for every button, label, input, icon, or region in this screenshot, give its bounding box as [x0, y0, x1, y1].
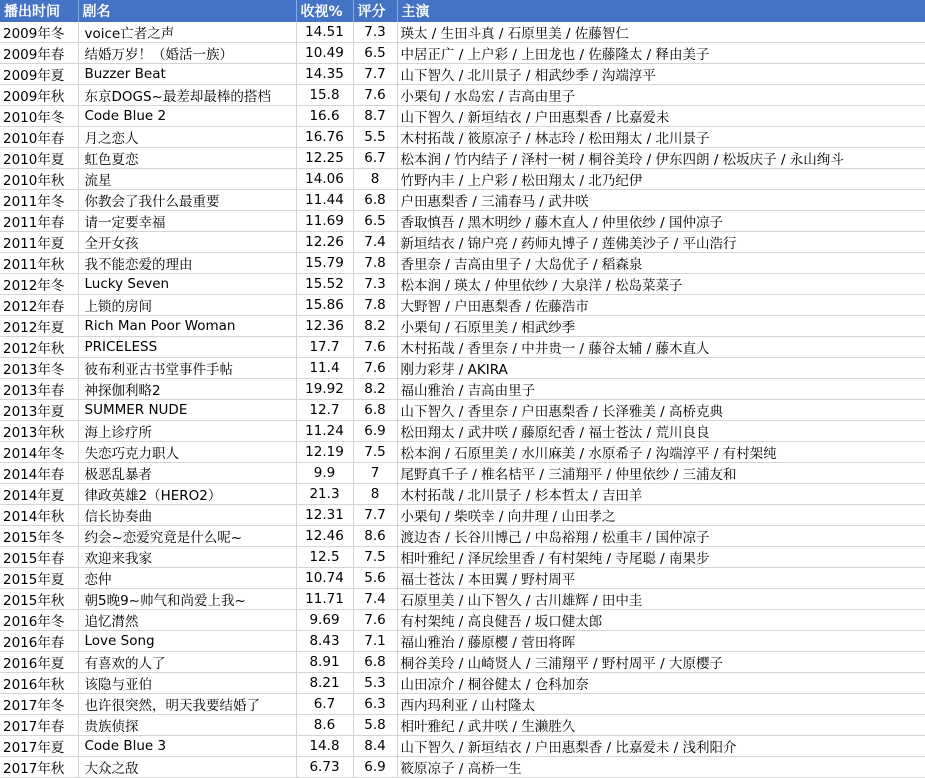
title-cell[interactable]: 约会~恋爱究竟是什么呢~: [78, 526, 296, 547]
title-cell[interactable]: 我不能恋爱的理由: [78, 253, 296, 274]
score-cell[interactable]: 6.5: [353, 43, 397, 64]
table-row[interactable]: [0, 694, 925, 715]
title-cell[interactable]: voice亡者之声: [78, 22, 296, 43]
table-row[interactable]: [0, 64, 925, 85]
title-cell[interactable]: 恋仲: [78, 568, 296, 589]
air-time-cell[interactable]: 2013年春: [0, 379, 78, 400]
table-row[interactable]: [0, 43, 925, 64]
title-cell[interactable]: SUMMER NUDE: [78, 400, 296, 421]
table-row[interactable]: [0, 505, 925, 526]
title-cell[interactable]: Rich Man Poor Woman: [78, 316, 296, 337]
title-cell[interactable]: 大众之敌: [78, 757, 296, 778]
rating-cell[interactable]: 12.31: [296, 505, 353, 526]
air-time-cell[interactable]: 2012年冬: [0, 274, 78, 295]
title-cell[interactable]: 追忆潸然: [78, 610, 296, 631]
score-cell[interactable]: 6.3: [353, 694, 397, 715]
table-row[interactable]: [0, 232, 925, 253]
cast-cell[interactable]: 福山雅治 / 吉高由里子: [397, 379, 925, 400]
table-row[interactable]: [0, 484, 925, 505]
score-cell[interactable]: 7.6: [353, 337, 397, 358]
score-cell[interactable]: 6.5: [353, 211, 397, 232]
score-cell[interactable]: 8.6: [353, 526, 397, 547]
score-cell[interactable]: 5.3: [353, 673, 397, 694]
header-score[interactable]: 评分: [353, 0, 397, 22]
title-cell[interactable]: 东京DOGS~最差却最棒的搭档: [78, 85, 296, 106]
score-cell[interactable]: 7.4: [353, 232, 397, 253]
header-air-time[interactable]: 播出时间: [0, 0, 78, 22]
air-time-cell[interactable]: 2014年冬: [0, 442, 78, 463]
air-time-cell[interactable]: 2015年冬: [0, 526, 78, 547]
title-cell[interactable]: Lucky Seven: [78, 274, 296, 295]
score-cell[interactable]: 6.8: [353, 190, 397, 211]
rating-cell[interactable]: 11.24: [296, 421, 353, 442]
cast-cell[interactable]: 小栗旬 / 水岛宏 / 吉高由里子: [397, 85, 925, 106]
title-cell[interactable]: 朝5晚9~帅气和尚爱上我~: [78, 589, 296, 610]
table-row[interactable]: [0, 169, 925, 190]
air-time-cell[interactable]: 2016年春: [0, 631, 78, 652]
score-cell[interactable]: 8: [353, 484, 397, 505]
title-cell[interactable]: 虹色夏恋: [78, 148, 296, 169]
title-cell[interactable]: 请一定要幸福: [78, 211, 296, 232]
table-row[interactable]: [0, 295, 925, 316]
table-row[interactable]: [0, 631, 925, 652]
score-cell[interactable]: 6.9: [353, 757, 397, 778]
air-time-cell[interactable]: 2015年春: [0, 547, 78, 568]
table-row[interactable]: [0, 442, 925, 463]
title-cell[interactable]: PRICELESS: [78, 337, 296, 358]
cast-cell[interactable]: 相叶雅纪 / 武井咲 / 生濑胜久: [397, 715, 925, 736]
air-time-cell[interactable]: 2011年夏: [0, 232, 78, 253]
title-cell[interactable]: 极恶乱暴者: [78, 463, 296, 484]
score-cell[interactable]: 6.8: [353, 652, 397, 673]
rating-cell[interactable]: 12.46: [296, 526, 353, 547]
title-cell[interactable]: 该隐与亚伯: [78, 673, 296, 694]
cast-cell[interactable]: 山田凉介 / 桐谷健太 / 仓科加奈: [397, 673, 925, 694]
score-cell[interactable]: 7.4: [353, 589, 397, 610]
rating-cell[interactable]: 21.3: [296, 484, 353, 505]
rating-cell[interactable]: 11.4: [296, 358, 353, 379]
air-time-cell[interactable]: 2009年冬: [0, 22, 78, 43]
header-cast[interactable]: 主演: [397, 0, 925, 22]
table-row[interactable]: [0, 358, 925, 379]
air-time-cell[interactable]: 2016年秋: [0, 673, 78, 694]
score-cell[interactable]: 6.7: [353, 148, 397, 169]
cast-cell[interactable]: 大野智 / 户田惠梨香 / 佐藤浩市: [397, 295, 925, 316]
score-cell[interactable]: 7.3: [353, 22, 397, 43]
title-cell[interactable]: 上锁的房间: [78, 295, 296, 316]
cast-cell[interactable]: 香里奈 / 吉高由里子 / 大岛优子 / 稻森泉: [397, 253, 925, 274]
table-row[interactable]: [0, 757, 925, 778]
rating-cell[interactable]: 14.06: [296, 169, 353, 190]
rating-cell[interactable]: 8.6: [296, 715, 353, 736]
score-cell[interactable]: 6.8: [353, 400, 397, 421]
rating-cell[interactable]: 9.69: [296, 610, 353, 631]
table-row[interactable]: [0, 652, 925, 673]
cast-cell[interactable]: 相叶雅纪 / 泽尻绘里香 / 有村架纯 / 寺尾聪 / 南果步: [397, 547, 925, 568]
table-row[interactable]: [0, 253, 925, 274]
air-time-cell[interactable]: 2014年春: [0, 463, 78, 484]
score-cell[interactable]: 7.3: [353, 274, 397, 295]
rating-cell[interactable]: 16.76: [296, 127, 353, 148]
title-cell[interactable]: 流星: [78, 169, 296, 190]
air-time-cell[interactable]: 2009年春: [0, 43, 78, 64]
air-time-cell[interactable]: 2017年夏: [0, 736, 78, 757]
rating-cell[interactable]: 11.71: [296, 589, 353, 610]
score-cell[interactable]: 5.5: [353, 127, 397, 148]
table-row[interactable]: [0, 400, 925, 421]
rating-cell[interactable]: 17.7: [296, 337, 353, 358]
air-time-cell[interactable]: 2013年冬: [0, 358, 78, 379]
cast-cell[interactable]: 筱原凉子 / 高桥一生: [397, 757, 925, 778]
air-time-cell[interactable]: 2014年秋: [0, 505, 78, 526]
score-cell[interactable]: 7.6: [353, 610, 397, 631]
cast-cell[interactable]: 小栗旬 / 石原里美 / 相武纱季: [397, 316, 925, 337]
air-time-cell[interactable]: 2012年夏: [0, 316, 78, 337]
rating-cell[interactable]: 11.69: [296, 211, 353, 232]
rating-cell[interactable]: 12.19: [296, 442, 353, 463]
rating-cell[interactable]: 15.79: [296, 253, 353, 274]
table-row[interactable]: [0, 673, 925, 694]
rating-cell[interactable]: 12.26: [296, 232, 353, 253]
cast-cell[interactable]: 福士苍汰 / 本田翼 / 野村周平: [397, 568, 925, 589]
header-row: [0, 0, 925, 22]
score-cell[interactable]: 8.2: [353, 316, 397, 337]
table-row[interactable]: [0, 379, 925, 400]
rating-cell[interactable]: 8.91: [296, 652, 353, 673]
score-cell[interactable]: 7.5: [353, 442, 397, 463]
table-row[interactable]: [0, 610, 925, 631]
cast-cell[interactable]: 新垣结衣 / 锦户亮 / 药师丸博子 / 莲佛美沙子 / 平山浩行: [397, 232, 925, 253]
score-cell[interactable]: 7.8: [353, 295, 397, 316]
rating-cell[interactable]: 15.8: [296, 85, 353, 106]
score-cell[interactable]: 7.5: [353, 547, 397, 568]
air-time-cell[interactable]: 2013年夏: [0, 400, 78, 421]
air-time-cell[interactable]: 2011年冬: [0, 190, 78, 211]
title-cell[interactable]: Love Song: [78, 631, 296, 652]
title-cell[interactable]: 你教会了我什么最重要: [78, 190, 296, 211]
table-row[interactable]: [0, 568, 925, 589]
title-cell[interactable]: 律政英雄2（HERO2）: [78, 484, 296, 505]
rating-cell[interactable]: 12.7: [296, 400, 353, 421]
rating-cell[interactable]: 12.36: [296, 316, 353, 337]
table-row[interactable]: [0, 274, 925, 295]
cast-cell[interactable]: 山下智久 / 北川景子 / 相武纱季 / 沟端淳平: [397, 64, 925, 85]
air-time-cell[interactable]: 2016年冬: [0, 610, 78, 631]
air-time-cell[interactable]: 2012年秋: [0, 337, 78, 358]
cast-cell[interactable]: 松田翔太 / 武井咲 / 藤原纪香 / 福士苍汰 / 荒川良良: [397, 421, 925, 442]
score-cell[interactable]: 6.9: [353, 421, 397, 442]
table-row[interactable]: [0, 127, 925, 148]
air-time-cell[interactable]: 2014年夏: [0, 484, 78, 505]
cast-cell[interactable]: 桐谷美玲 / 山崎贤人 / 三浦翔平 / 野村周平 / 大原樱子: [397, 652, 925, 673]
rating-cell[interactable]: 12.25: [296, 148, 353, 169]
score-cell[interactable]: 5.6: [353, 568, 397, 589]
score-cell[interactable]: 7.6: [353, 358, 397, 379]
cast-cell[interactable]: 瑛太 / 生田斗真 / 石原里美 / 佐藤智仁: [397, 22, 925, 43]
title-cell[interactable]: 全开女孩: [78, 232, 296, 253]
score-cell[interactable]: 5.8: [353, 715, 397, 736]
header-title[interactable]: 剧名: [78, 0, 296, 22]
air-time-cell[interactable]: 2017年春: [0, 715, 78, 736]
cast-cell[interactable]: 山下智久 / 香里奈 / 户田惠梨香 / 长泽雅美 / 高桥克典: [397, 400, 925, 421]
rating-cell[interactable]: 19.92: [296, 379, 353, 400]
air-time-cell[interactable]: 2010年夏: [0, 148, 78, 169]
cast-cell[interactable]: 木村拓哉 / 香里奈 / 中井贵一 / 藤谷太辅 / 藤木直人: [397, 337, 925, 358]
score-cell[interactable]: 8.7: [353, 106, 397, 127]
air-time-cell[interactable]: 2012年春: [0, 295, 78, 316]
cast-cell[interactable]: 竹野内丰 / 上户彩 / 松田翔太 / 北乃纪伊: [397, 169, 925, 190]
air-time-cell[interactable]: 2017年冬: [0, 694, 78, 715]
cast-cell[interactable]: 户田惠梨香 / 三浦春马 / 武井咲: [397, 190, 925, 211]
rating-cell[interactable]: 12.5: [296, 547, 353, 568]
title-cell[interactable]: Buzzer Beat: [78, 64, 296, 85]
table-row[interactable]: [0, 421, 925, 442]
cast-cell[interactable]: 西内玛利亚 / 山村隆太: [397, 694, 925, 715]
title-cell[interactable]: 贵族侦探: [78, 715, 296, 736]
rating-cell[interactable]: 11.44: [296, 190, 353, 211]
table-row[interactable]: [0, 190, 925, 211]
table-row[interactable]: [0, 85, 925, 106]
cast-cell[interactable]: 中居正广 / 上户彩 / 上田龙也 / 佐藤隆太 / 释由美子: [397, 43, 925, 64]
score-cell[interactable]: 7.6: [353, 85, 397, 106]
air-time-cell[interactable]: 2010年春: [0, 127, 78, 148]
table-row[interactable]: [0, 736, 925, 757]
cast-cell[interactable]: 木村拓哉 / 北川景子 / 杉本哲太 / 吉田羊: [397, 484, 925, 505]
score-cell[interactable]: 8: [353, 169, 397, 190]
title-cell[interactable]: 欢迎来我家: [78, 547, 296, 568]
cast-cell[interactable]: 石原里美 / 山下智久 / 古川雄辉 / 田中圭: [397, 589, 925, 610]
rating-cell[interactable]: 16.6: [296, 106, 353, 127]
rating-cell[interactable]: 14.35: [296, 64, 353, 85]
air-time-cell[interactable]: 2010年冬: [0, 106, 78, 127]
table-row[interactable]: [0, 463, 925, 484]
cast-cell[interactable]: 山下智久 / 新垣结衣 / 户田惠梨香 / 比嘉爱未 / 浅利阳介: [397, 736, 925, 757]
table-row[interactable]: [0, 316, 925, 337]
cast-cell[interactable]: 松本润 / 竹内结子 / 泽村一树 / 桐谷美玲 / 伊东四朗 / 松坂庆子 / 永山绚斗: [397, 148, 925, 169]
title-cell[interactable]: 结婚万岁！（婚活一族）: [78, 43, 296, 64]
air-time-cell[interactable]: 2010年秋: [0, 169, 78, 190]
table-row[interactable]: [0, 22, 925, 43]
title-cell[interactable]: 信长协奏曲: [78, 505, 296, 526]
air-time-cell[interactable]: 2009年秋: [0, 85, 78, 106]
score-cell[interactable]: 7: [353, 463, 397, 484]
rating-cell[interactable]: 9.9: [296, 463, 353, 484]
air-time-cell[interactable]: 2016年夏: [0, 652, 78, 673]
cast-cell[interactable]: 松本润 / 瑛太 / 仲里依纱 / 大泉洋 / 松岛菜菜子: [397, 274, 925, 295]
cast-cell[interactable]: 松本润 / 石原里美 / 水川麻美 / 水原希子 / 沟端淳平 / 有村架纯: [397, 442, 925, 463]
air-time-cell[interactable]: 2013年秋: [0, 421, 78, 442]
title-cell[interactable]: 有喜欢的人了: [78, 652, 296, 673]
title-cell[interactable]: 海上诊疗所: [78, 421, 296, 442]
score-cell[interactable]: 7.8: [353, 253, 397, 274]
cast-cell[interactable]: 渡边杏 / 长谷川博己 / 中岛裕翔 / 松重丰 / 国仲凉子: [397, 526, 925, 547]
table-row[interactable]: [0, 106, 925, 127]
cast-cell[interactable]: 尾野真千子 / 椎名桔平 / 三浦翔平 / 仲里依纱 / 三浦友和: [397, 463, 925, 484]
rating-cell[interactable]: 15.86: [296, 295, 353, 316]
score-cell[interactable]: 8.2: [353, 379, 397, 400]
header-rating[interactable]: 收视%: [296, 0, 353, 22]
cast-cell[interactable]: 山下智久 / 新垣结衣 / 户田惠梨香 / 比嘉爱未: [397, 106, 925, 127]
title-cell[interactable]: 也许很突然，明天我要结婚了: [78, 694, 296, 715]
rating-cell[interactable]: 10.49: [296, 43, 353, 64]
table-row[interactable]: [0, 715, 925, 736]
table-body: [0, 22, 925, 778]
score-cell[interactable]: 8.4: [353, 736, 397, 757]
cast-cell[interactable]: 刚力彩芽 / AKIRA: [397, 358, 925, 379]
score-cell[interactable]: 7.7: [353, 505, 397, 526]
rating-cell[interactable]: 6.7: [296, 694, 353, 715]
title-cell[interactable]: 月之恋人: [78, 127, 296, 148]
table-row[interactable]: [0, 589, 925, 610]
rating-cell[interactable]: 15.52: [296, 274, 353, 295]
air-time-cell[interactable]: 2015年夏: [0, 568, 78, 589]
title-cell[interactable]: 彼布利亚古书堂事件手帖: [78, 358, 296, 379]
rating-cell[interactable]: 8.43: [296, 631, 353, 652]
air-time-cell[interactable]: 2011年春: [0, 211, 78, 232]
table-row[interactable]: [0, 148, 925, 169]
air-time-cell[interactable]: 2015年秋: [0, 589, 78, 610]
cast-cell[interactable]: 福山雅治 / 藤原樱 / 菅田将晖: [397, 631, 925, 652]
air-time-cell[interactable]: 2017年秋: [0, 757, 78, 778]
cast-cell[interactable]: 木村拓哉 / 筱原凉子 / 林志玲 / 松田翔太 / 北川景子: [397, 127, 925, 148]
table-header: [0, 0, 925, 22]
rating-cell[interactable]: 10.74: [296, 568, 353, 589]
table-row[interactable]: [0, 547, 925, 568]
air-time-cell[interactable]: 2009年夏: [0, 64, 78, 85]
cast-cell[interactable]: 有村架纯 / 高良健吾 / 坂口健太郎: [397, 610, 925, 631]
score-cell[interactable]: 7.7: [353, 64, 397, 85]
rating-cell[interactable]: 8.21: [296, 673, 353, 694]
rating-cell[interactable]: 14.51: [296, 22, 353, 43]
air-time-cell[interactable]: 2011年秋: [0, 253, 78, 274]
score-cell[interactable]: 7.1: [353, 631, 397, 652]
title-cell[interactable]: 神探伽利略2: [78, 379, 296, 400]
title-cell[interactable]: Code Blue 2: [78, 106, 296, 127]
title-cell[interactable]: Code Blue 3: [78, 736, 296, 757]
title-cell[interactable]: 失恋巧克力职人: [78, 442, 296, 463]
cast-cell[interactable]: 小栗旬 / 柴咲幸 / 向井理 / 山田孝之: [397, 505, 925, 526]
rating-cell[interactable]: 14.8: [296, 736, 353, 757]
table-row[interactable]: [0, 211, 925, 232]
table-row[interactable]: [0, 337, 925, 358]
rating-cell[interactable]: 6.73: [296, 757, 353, 778]
table-row[interactable]: [0, 526, 925, 547]
cast-cell[interactable]: 香取慎吾 / 黑木明纱 / 藤木直人 / 仲里依纱 / 国仲凉子: [397, 211, 925, 232]
